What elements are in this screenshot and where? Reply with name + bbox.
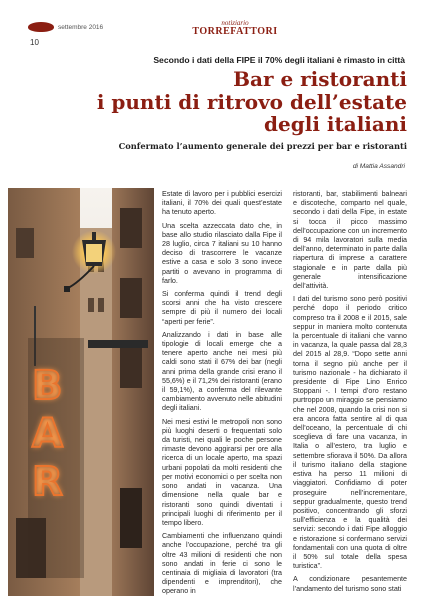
title-line: Bar e ristoranti bbox=[233, 67, 407, 91]
paragraph: ristoranti, bar, stabilimenti balneari e discoteche, comparto nel quale, secondo i dati della Fipe, in estate si tocca il picco massimo dell’occupazione con un incremento di 94 mila lavoratori sulla media dell’anno, determinato in parte dalla riapertura di imprese a carattere stagionale e in parte dalla più generale intensificazione dell’attività. bbox=[293, 190, 407, 291]
paragraph: Cambiamenti che influenzano quindi anche l’occupazione, perché tra gli oltre 43 milioni di residenti che non sono andati in ferie ci sono le centinaia di migliaia di lavoratori (tra dipendenti e imprenditori), che operano in bbox=[162, 532, 282, 596]
article-byline: di Mattia Assandri bbox=[352, 163, 405, 170]
coffee-bean-logo-icon bbox=[28, 22, 54, 32]
page-header bbox=[0, 0, 427, 50]
paragraph: Estate di lavoro per i pubblici esercizi italiani, il 70% dei quali quest’estate ha tenuto aperto. bbox=[162, 190, 282, 217]
paragraph: A condizionare pesantemente l’andamento del turismo sono stati bbox=[293, 575, 407, 593]
page-number: 10 bbox=[30, 38, 39, 47]
title-line: i punti di ritrovo dell’estate bbox=[96, 89, 407, 114]
paragraph: Si conferma quindi il trend degli scorsi anni che ha visto crescere sempre di più il numero dei locali “aperti per ferie”. bbox=[162, 290, 282, 326]
paragraph: Analizzando i dati in base alle tipologie di locali emerge che a tenere aperto anche nei mesi più caldi sono stati il 67% dei bar (negli anni prima della grande crisi erano il 55,6%) e il 71,2% dei ristoranti (erano il 59,1%), a conferma del rilevante cambiamento avvenuto nelle abitudini degli italiani. bbox=[162, 330, 282, 413]
article-subtitle: Confermato l’aumento generale dei prezzi per bar e ristoranti bbox=[118, 141, 407, 151]
paragraph: Una scelta azzeccata dato che, in base allo studio rilasciato dalla Fipe il 28 luglio, circa 7 italiani su 10 hanno deciso di trascorrere le vacanze estive a casa e solo 3 sono invece partiti o avevano in programma di farlo. bbox=[162, 221, 282, 285]
paragraph: Nei mesi estivi le metropoli non sono più luoghi deserti o frequentati solo da turisti, nei quali le poche persone rimaste devono aggirarsi per ore alla ricerca di un locale aperto, ma spazi urbani popolati da molti residenti che per motivi economici o per scelta non sono andati in vacanza. Una dimensione nella quale bar e ristoranti sono quindi diventati i principali luoghi di riferimento per il tempo libero. bbox=[162, 417, 282, 527]
neon-sign-letter: A bbox=[32, 411, 63, 457]
title-line: degli italiani bbox=[264, 112, 407, 136]
article-kicker: Secondo i dati della FIPE il 70% degli italiani è rimasto in città bbox=[153, 55, 405, 65]
paragraph: I dati del turismo sono però positivi perché dopo il periodo critico compreso tra il 2008 e il 2015, sale seppur in maniera molto contenuta la percentuale di italiani che vanno in vacanza, la quale passa dal 28,3 del 2015 al 28,9. “Dopo sette anni torna il segno più anche per il turismo nazionale - ha dichiarato il presidente di Fipe Lino Enrico Stoppani -. I tempi d’oro restano purtroppo un miraggio se pensiamo che nel 2008, quando la crisi non si era ancora fatta sentire al di qua dell’oceano, la percentuale di chi sceglieva di fare una vacanza, in Italia o all’estero, tra luglio e settembre sfiorava il 50%. Da allora il turismo italiano della stagione estiva ha perso 11 milioni di viaggiatori. Confidiamo di poter proseguire nell’incrementare, seppur gradualmente, questo trend positivo, concentrando gli sforzi sull’efficienza e la qualità dei servizi: secondo i dati Fipe alloggio e ristorazione si confermano servizi fondamentali con una quota di oltre il 50% sul totale della spesa turistica”. bbox=[293, 295, 407, 571]
magazine-masthead bbox=[190, 20, 280, 37]
bar-street-photo bbox=[8, 188, 154, 596]
article-column-2 bbox=[293, 190, 407, 598]
issue-date: settembre 2016 bbox=[58, 24, 104, 31]
masthead-line1: notiziario bbox=[221, 19, 249, 27]
neon-sign-letter: B bbox=[32, 363, 63, 409]
bar-street-illustration bbox=[8, 188, 154, 596]
masthead-line2: TORREFATTORI bbox=[192, 26, 278, 37]
neon-sign-letter: R bbox=[32, 459, 63, 505]
article-title bbox=[17, 68, 407, 136]
article-column-1 bbox=[162, 190, 282, 601]
